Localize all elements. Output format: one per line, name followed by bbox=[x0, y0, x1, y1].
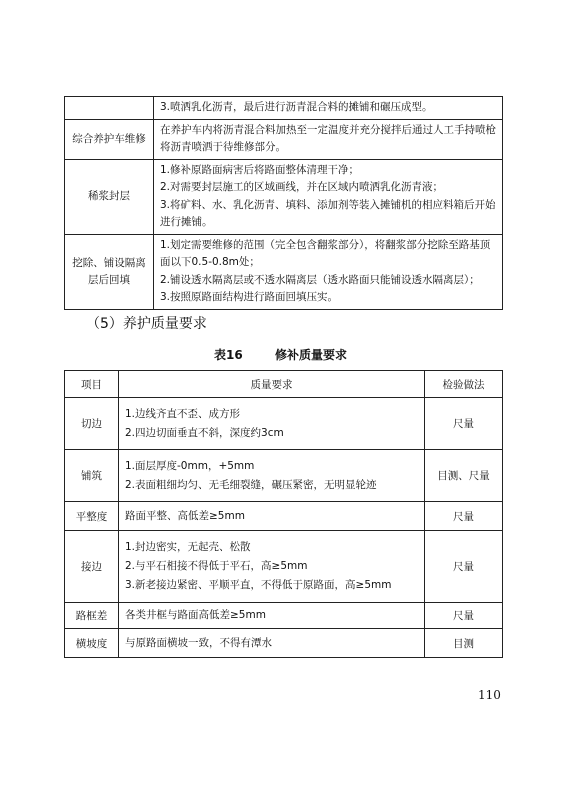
table-row bbox=[65, 531, 503, 603]
requirement-line: 2.与平石相接不得低于平石，高≥5mm bbox=[125, 560, 308, 572]
table-name: 修补质量要求 bbox=[274, 348, 347, 362]
requirement-line: 2.表面粗细均匀、无毛细裂缝，碾压紧密，无明显轮迹 bbox=[125, 478, 377, 491]
requirements-cell bbox=[119, 450, 425, 502]
method-name-cell: 挖除、铺设隔离层后回填 bbox=[65, 234, 154, 309]
description-line: 2.铺设透水隔离层或不透水隔离层（透水路面只能铺设透水隔离层）； bbox=[160, 273, 480, 286]
table-row bbox=[65, 603, 503, 629]
requirement-line: 各类井框与路面高低差≥5mm bbox=[125, 609, 266, 621]
description-line: 3.按照原路面结构进行路面回填压实。 bbox=[160, 291, 339, 303]
maintenance-methods-table bbox=[64, 96, 503, 310]
page-number: 110 bbox=[478, 688, 501, 702]
requirement-line: 与原路面横坡一致，不得有潭水 bbox=[125, 636, 272, 649]
requirements-cell bbox=[119, 531, 425, 603]
item-cell: 铺筑 bbox=[65, 450, 119, 502]
method-cell: 尺量 bbox=[425, 398, 503, 450]
method-name-cell: 综合养护车维修 bbox=[65, 119, 154, 159]
table-caption bbox=[0, 346, 561, 363]
table-row bbox=[65, 629, 503, 658]
table-row bbox=[65, 119, 503, 159]
method-cell: 目测、尺量 bbox=[425, 450, 503, 502]
description-line: 2.对需要封层施工的区域画线，并在区域内喷洒乳化沥青液； bbox=[160, 181, 444, 193]
table-row bbox=[65, 234, 503, 309]
item-cell: 切边 bbox=[65, 398, 119, 450]
column-header-method: 检验做法 bbox=[425, 371, 503, 398]
method-name-cell: 稀浆封层 bbox=[65, 159, 154, 234]
table-number: 表16 bbox=[214, 348, 243, 362]
table-row bbox=[65, 450, 503, 502]
method-description-cell bbox=[154, 159, 503, 234]
section-heading: （5）养护质量要求 bbox=[86, 316, 207, 332]
column-header-requirements: 质量要求 bbox=[119, 371, 425, 398]
requirement-line: 1.边线齐直不歪、成方形 bbox=[125, 407, 241, 420]
requirement-line: 路面平整、高低差≥5mm bbox=[125, 509, 245, 522]
requirement-line: 3.新老接边紧密、平顺平直，不得低于原路面，高≥5mm bbox=[125, 579, 392, 591]
method-description-cell bbox=[154, 97, 503, 120]
table-row bbox=[65, 97, 503, 120]
description-line: 1.修补原路面病害后将路面整体清理干净； bbox=[160, 163, 360, 176]
quality-requirements-table bbox=[64, 370, 503, 658]
table-header-row bbox=[65, 371, 503, 398]
method-cell: 尺量 bbox=[425, 502, 503, 531]
requirements-cell bbox=[119, 502, 425, 531]
method-description-cell bbox=[154, 234, 503, 309]
requirement-line: 2.四边切面垂直不斜，深度约3cm bbox=[125, 426, 284, 439]
description-line: 3.将矿料、水、乳化沥青、填料、添加剂等装入摊铺机的相应料箱后开始进行摊铺。 bbox=[160, 198, 496, 228]
requirement-line: 1.封边密实，无起壳、松散 bbox=[125, 541, 251, 553]
method-cell: 目测 bbox=[425, 629, 503, 658]
table-row bbox=[65, 502, 503, 531]
item-cell: 路框差 bbox=[65, 603, 119, 629]
column-header-item: 项目 bbox=[65, 371, 119, 398]
requirements-cell bbox=[119, 629, 425, 658]
item-cell: 横坡度 bbox=[65, 629, 119, 658]
requirements-cell bbox=[119, 603, 425, 629]
method-name-cell bbox=[65, 97, 154, 120]
description-line: 在养护车内将沥青混合料加热至一定温度并充分搅拌后通过人工手持喷枪将沥青喷洒于待维修部分。 bbox=[160, 123, 496, 153]
requirements-cell bbox=[119, 398, 425, 450]
method-cell: 尺量 bbox=[425, 603, 503, 629]
requirement-line: 1.面层厚度-0mm，+5mm bbox=[125, 459, 255, 472]
method-description-cell bbox=[154, 119, 503, 159]
description-line: 1.划定需要维修的范围（完全包含翻浆部分），将翻浆部分挖除至路基顶面以下0.5-0.8m处； bbox=[160, 238, 491, 268]
description-line: 3.喷洒乳化沥青，最后进行沥青混合料的摊铺和碾压成型。 bbox=[160, 101, 433, 113]
table-row bbox=[65, 159, 503, 234]
table-row bbox=[65, 398, 503, 450]
item-cell: 平整度 bbox=[65, 502, 119, 531]
item-cell: 接边 bbox=[65, 531, 119, 603]
method-cell: 尺量 bbox=[425, 531, 503, 603]
